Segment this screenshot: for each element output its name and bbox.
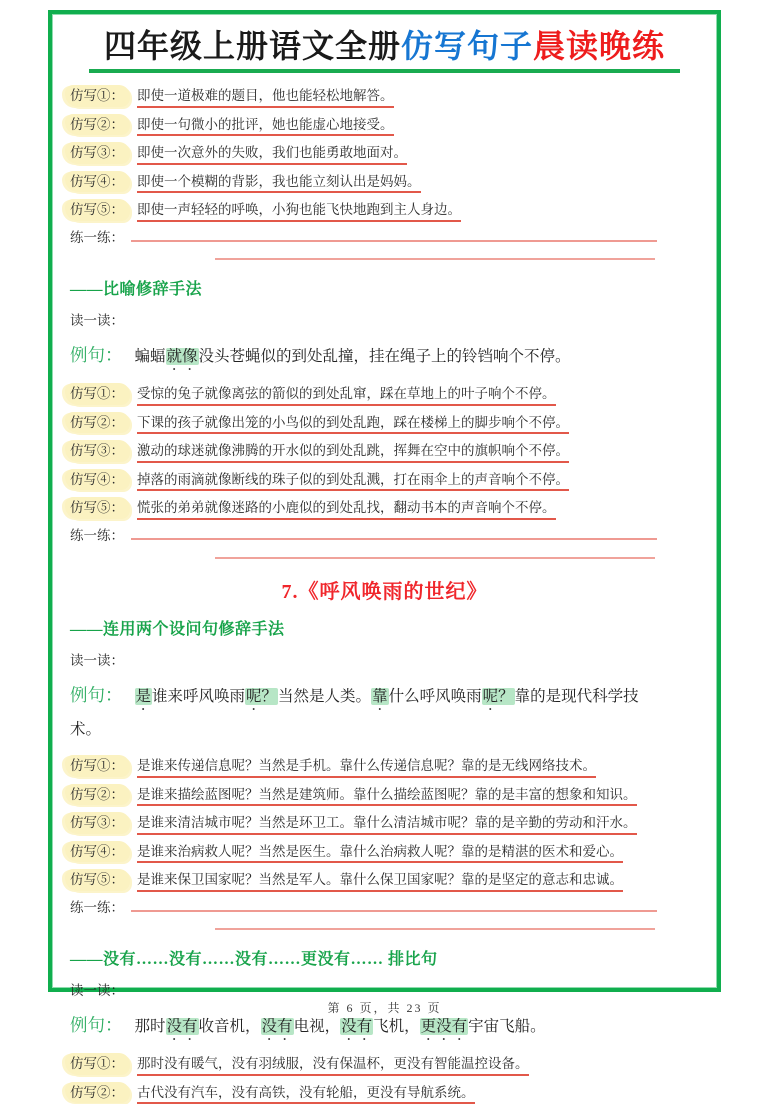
practice-item-label: 仿写③： bbox=[65, 142, 130, 164]
practice-item-label: 仿写②： bbox=[65, 412, 130, 434]
method-section-paibi bbox=[70, 946, 699, 1044]
practice-item-label: 仿写②： bbox=[65, 784, 130, 806]
title-part-red: 晨读晚练 bbox=[533, 28, 666, 64]
practice-row bbox=[70, 784, 699, 807]
example-text bbox=[135, 1018, 546, 1035]
practice-item-sentence: 是谁来描绘蓝图呢？当然是建筑师。靠什么描绘蓝图呢？靠的是丰富的想象和知识。 bbox=[137, 786, 637, 807]
practice-row bbox=[70, 869, 699, 892]
example-text bbox=[70, 688, 639, 738]
practice-item-label: 仿写③： bbox=[65, 440, 130, 462]
practice-item-label: 仿写①： bbox=[65, 1053, 130, 1075]
practice-row bbox=[70, 412, 699, 435]
try-it-label: 练一练： bbox=[70, 899, 124, 915]
method-section-biyu bbox=[70, 276, 699, 374]
practice-item-sentence: 即使一句微小的批评，她也能虚心地接受。 bbox=[137, 116, 394, 137]
try-it-row bbox=[70, 526, 699, 545]
example-label: 例句： bbox=[70, 345, 123, 366]
practice-item-sentence: 下课的孩子就像出笼的小鸟似的到处乱跑，踩在楼梯上的脚步响个不停。 bbox=[137, 414, 569, 435]
example-plain-text: 没头苍蝇似的到处乱撞，挂在绳子上的铃铛响个不停。 bbox=[198, 348, 571, 366]
emphasized-phrase: 呢？ bbox=[246, 687, 278, 705]
example-text bbox=[135, 348, 571, 365]
practice-item-sentence: 即使一声轻轻的呼唤，小狗也能飞快地跑到主人身边。 bbox=[137, 201, 461, 222]
practice-item-label: 仿写⑤： bbox=[65, 869, 130, 891]
example-sentence bbox=[70, 677, 699, 747]
answer-blank-line-2 bbox=[215, 928, 655, 930]
emphasized-phrase: 呢？ bbox=[482, 687, 514, 705]
practice-item-sentence: 即使一个模糊的背影，我也能立刻认出是妈妈。 bbox=[137, 173, 421, 194]
practice-item-sentence: 即使一道极难的题目，他也能轻松地解答。 bbox=[137, 87, 394, 108]
emphasized-phrase: 没有 bbox=[341, 1018, 373, 1036]
practice-rows bbox=[70, 383, 699, 558]
practice-block-jishi bbox=[70, 85, 699, 260]
try-it-row bbox=[70, 898, 699, 917]
practice-item-sentence: 受惊的兔子就像离弦的箭似的到处乱窜，踩在草地上的叶子响个不停。 bbox=[137, 385, 556, 406]
practice-item-label: 仿写①： bbox=[65, 383, 130, 405]
practice-row bbox=[70, 142, 699, 165]
practice-row bbox=[70, 199, 699, 222]
example-plain-text: 什么呼风唤雨 bbox=[388, 687, 482, 705]
practice-item-sentence: 是谁来治病救人呢？当然是医生。靠什么治病救人呢？靠的是精湛的医术和爱心。 bbox=[137, 843, 623, 864]
practice-row bbox=[70, 85, 699, 108]
practice-row bbox=[70, 469, 699, 492]
practice-block-paibi bbox=[70, 1053, 699, 1104]
example-plain-text: 靠的是现代科学技 bbox=[514, 687, 639, 705]
example-plain-text: 谁来呼风唤雨 bbox=[152, 687, 246, 705]
practice-row bbox=[70, 171, 699, 194]
practice-item-label: 仿写②： bbox=[65, 1082, 130, 1104]
emphasized-phrase: 就像 bbox=[166, 348, 198, 366]
example-plain-text: 当然是人类。 bbox=[278, 687, 372, 705]
practice-rows bbox=[70, 85, 699, 260]
practice-row bbox=[70, 755, 699, 778]
practice-row bbox=[70, 497, 699, 520]
emphasized-phrase: 没有 bbox=[166, 1018, 198, 1036]
example-plain-text: 那时 bbox=[134, 1018, 166, 1036]
practice-rows bbox=[70, 755, 699, 930]
practice-block-biyu bbox=[70, 383, 699, 558]
practice-item-sentence: 是谁来保卫国家呢？当然是军人。靠什么保卫国家呢？靠的是坚定的意志和忠诚。 bbox=[137, 871, 623, 892]
page-title bbox=[70, 26, 699, 66]
answer-blank-line bbox=[131, 526, 657, 540]
method-header: ——比喻修辞手法 bbox=[70, 281, 203, 299]
practice-item-label: 仿写④： bbox=[65, 469, 130, 491]
example-plain-text: 宇宙飞船。 bbox=[468, 1018, 546, 1036]
practice-item-label: 仿写④： bbox=[65, 841, 130, 863]
answer-blank-line bbox=[131, 898, 657, 912]
read-label: 读一读： bbox=[70, 983, 124, 999]
practice-item-sentence: 慌张的弟弟就像迷路的小鹿似的到处乱找，翻动书本的声音响个不停。 bbox=[137, 499, 556, 520]
read-label: 读一读： bbox=[70, 652, 124, 668]
practice-item-label: 仿写③： bbox=[65, 812, 130, 834]
example-sentence bbox=[70, 337, 699, 374]
practice-item-label: 仿写④： bbox=[65, 171, 130, 193]
try-it-label: 练一练： bbox=[70, 229, 124, 245]
example-plain-text: 蝙蝠 bbox=[134, 348, 166, 366]
title-part-black: 四年级上册语文全册 bbox=[103, 28, 401, 64]
example-plain-text: 飞机， bbox=[373, 1018, 420, 1036]
practice-item-sentence: 古代没有汽车，没有高铁，没有轮船，更没有导航系统。 bbox=[137, 1084, 475, 1104]
method-section-shewen bbox=[70, 616, 699, 747]
practice-row bbox=[70, 841, 699, 864]
practice-item-sentence: 即使一次意外的失败，我们也能勇敢地面对。 bbox=[137, 144, 407, 165]
practice-item-label: 仿写②： bbox=[65, 114, 130, 136]
example-plain-text: 收音机， bbox=[198, 1018, 261, 1036]
read-label: 读一读： bbox=[70, 313, 124, 329]
title-double-underline bbox=[89, 69, 680, 73]
chapter-title: 7.《呼风唤雨的世纪》 bbox=[281, 580, 488, 603]
example-label: 例句： bbox=[70, 1015, 123, 1036]
practice-rows bbox=[70, 1053, 699, 1104]
emphasized-phrase: 靠 bbox=[372, 687, 388, 705]
practice-row bbox=[70, 1082, 699, 1104]
try-it-label: 练一练： bbox=[70, 528, 124, 544]
emphasized-phrase: 是 bbox=[135, 687, 152, 705]
practice-row bbox=[70, 812, 699, 835]
practice-block-shewen bbox=[70, 755, 699, 930]
method-header: ——连用两个设问句修辞手法 bbox=[70, 620, 285, 638]
practice-item-label: 仿写⑤： bbox=[65, 199, 130, 221]
method-header: ——没有……没有……没有……更没有…… 排比句 bbox=[70, 951, 438, 969]
practice-row bbox=[70, 383, 699, 406]
emphasized-phrase: 更没有 bbox=[420, 1018, 468, 1036]
practice-item-label: 仿写①： bbox=[65, 85, 130, 107]
example-plain-text: 术。 bbox=[70, 720, 102, 738]
example-label: 例句： bbox=[70, 684, 123, 705]
answer-blank-line-2 bbox=[215, 557, 655, 559]
practice-row bbox=[70, 1053, 699, 1076]
practice-row bbox=[70, 440, 699, 463]
practice-item-label: 仿写⑤： bbox=[65, 497, 130, 519]
practice-item-sentence: 激动的球迷就像沸腾的开水似的到处乱跳，挥舞在空中的旗帜响个不停。 bbox=[137, 442, 569, 463]
title-part-blue: 仿写句子 bbox=[400, 28, 533, 64]
practice-row bbox=[70, 114, 699, 137]
practice-item-sentence: 那时没有暖气，没有羽绒服，没有保温杯，更没有智能温控设备。 bbox=[137, 1055, 529, 1076]
try-it-row bbox=[70, 228, 699, 247]
practice-item-label: 仿写①： bbox=[65, 755, 130, 777]
practice-item-sentence: 是谁来清洁城市呢？当然是环卫工。靠什么清洁城市呢？靠的是辛勤的劳动和汗水。 bbox=[137, 814, 637, 835]
emphasized-phrase: 没有 bbox=[261, 1018, 293, 1036]
answer-blank-line-2 bbox=[215, 258, 655, 260]
page-number-footer: 第 6 页，共 23 页 bbox=[327, 1001, 442, 1015]
practice-item-sentence: 掉落的雨滴就像断线的珠子似的到处乱溅，打在雨伞上的声音响个不停。 bbox=[137, 471, 569, 492]
answer-blank-line bbox=[131, 228, 657, 242]
example-plain-text: 电视， bbox=[293, 1018, 341, 1036]
practice-item-sentence: 是谁来传递信息呢？当然是手机。靠什么传递信息呢？靠的是无线网络技术。 bbox=[137, 757, 596, 778]
